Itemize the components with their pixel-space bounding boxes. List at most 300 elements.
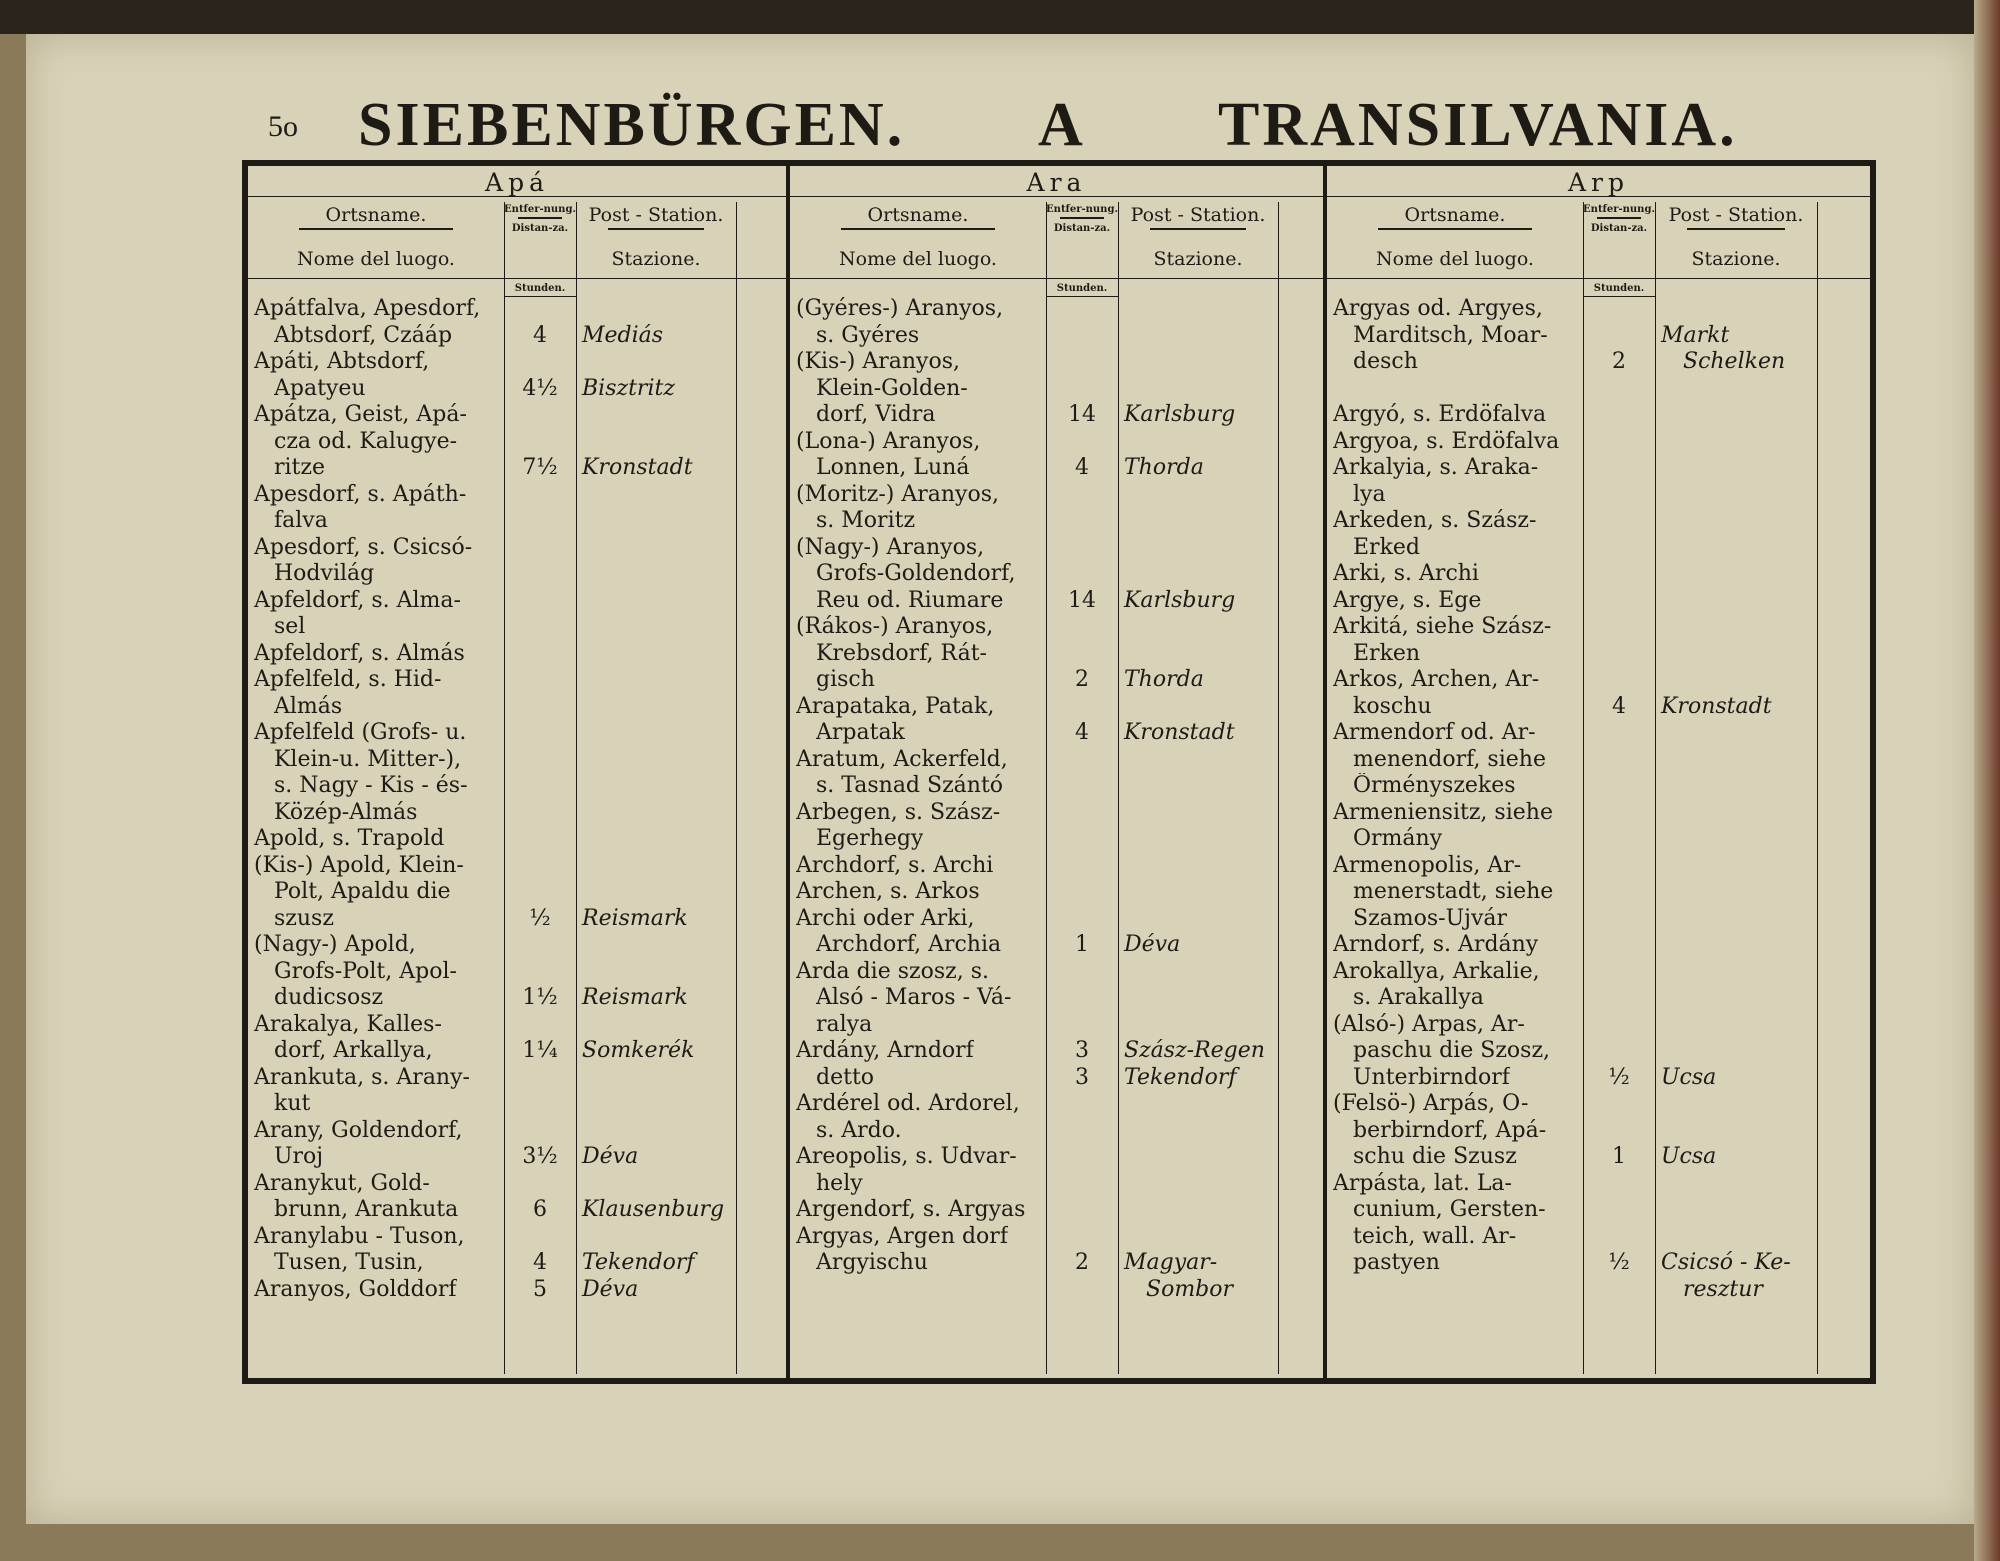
section-arp	[1323, 166, 1870, 1378]
place-name: Ardány, Arndorf	[796, 1038, 974, 1063]
table-row	[790, 959, 1323, 986]
table-row	[790, 535, 1323, 562]
place-name: Közép-Almás	[274, 799, 418, 825]
distance: 5	[533, 1276, 547, 1302]
place-name: Apold, s. Trapold	[254, 826, 445, 851]
table-row	[248, 853, 786, 880]
place-name: Unterbirndorf	[1353, 1064, 1510, 1090]
table-row	[248, 323, 786, 350]
table-row	[1327, 959, 1870, 986]
post-station: Markt	[1661, 322, 1730, 348]
place-name: (Moritz-) Aranyos,	[796, 481, 999, 507]
place-name: Lonnen, Luná	[816, 455, 970, 480]
table-row	[790, 826, 1323, 853]
table-row	[248, 826, 786, 853]
col-header-name	[1327, 202, 1583, 274]
place-name: detto	[816, 1064, 875, 1090]
table-row	[248, 1038, 786, 1065]
post-station: Thorda	[1124, 455, 1204, 480]
place-name: Alsó - Maros - Vá-	[816, 985, 1012, 1010]
table-row	[790, 694, 1323, 721]
place-name: menendorf, siehe	[1353, 746, 1546, 772]
col-header-post	[1655, 202, 1817, 274]
place-name: ralya	[816, 1011, 873, 1037]
place-name: Arany, Goldendorf,	[254, 1117, 463, 1143]
table-row	[790, 296, 1323, 323]
table-row	[790, 402, 1323, 429]
table-row	[1327, 773, 1870, 800]
place-name: Arpásta, lat. La-	[1333, 1170, 1512, 1196]
table-row	[790, 455, 1323, 482]
table-row	[790, 1144, 1323, 1171]
col-header-distance	[1046, 202, 1118, 274]
table-row	[248, 376, 786, 403]
post-station: Kronstadt	[582, 455, 693, 480]
place-name: Argyoa, s. Erdöfalva	[1333, 428, 1560, 454]
place-name: Klein-Golden-	[816, 375, 968, 401]
table-row	[248, 694, 786, 721]
post-station: Reismark	[582, 985, 688, 1010]
place-name: dorf, Arkallya,	[274, 1038, 433, 1063]
header-rule	[1150, 228, 1246, 230]
place-name: Arokallya, Arkalie,	[1333, 958, 1540, 984]
table-row	[1327, 800, 1870, 827]
place-name: Egerhegy	[816, 826, 924, 851]
place-name: Armenopolis, Ar-	[1333, 852, 1522, 878]
table-row	[248, 932, 786, 959]
section-heading: Arp	[1327, 170, 1870, 197]
table-row	[248, 588, 786, 615]
place-name: Arndorf, s. Ardány	[1333, 932, 1539, 957]
table-row	[1327, 694, 1870, 721]
distance: 14	[1068, 402, 1096, 427]
table-row	[790, 853, 1323, 880]
table-row	[248, 720, 786, 747]
table-row	[248, 402, 786, 429]
place-name: (Kis-) Aranyos,	[796, 349, 961, 374]
post-station: Karlsburg	[1124, 402, 1236, 427]
distance: 1¼	[522, 1038, 558, 1063]
distance: ½	[529, 905, 551, 931]
distance: 4	[1075, 455, 1089, 480]
col-header-distance-it: Distan-za.	[511, 223, 569, 234]
unit-label: Stunden.	[504, 282, 576, 297]
place-name: s. Moritz	[816, 508, 916, 533]
place-name: Archi oder Arki,	[796, 905, 975, 931]
place-name: lya	[1353, 481, 1386, 507]
table-row	[248, 1118, 786, 1145]
place-name: Apatyeu	[274, 375, 366, 401]
table-row	[248, 800, 786, 827]
table-row	[790, 800, 1323, 827]
post-station: Ucsa	[1661, 1064, 1717, 1090]
table-row	[790, 932, 1323, 959]
table-row	[1327, 1277, 1870, 1304]
header-bottom-rule	[248, 278, 786, 279]
table-row	[1327, 906, 1870, 933]
place-name: (Felsö-) Arpás, O-	[1333, 1091, 1529, 1116]
page-header	[268, 82, 1738, 162]
table-row	[248, 349, 786, 376]
col-header-distance	[1583, 202, 1655, 274]
table-row	[248, 1144, 786, 1171]
table-row	[790, 1038, 1323, 1065]
table-row	[1327, 1065, 1870, 1092]
place-name: Ormány	[1353, 826, 1443, 851]
table-row	[248, 959, 786, 986]
distance: 4	[533, 322, 547, 348]
place-name: Argyas od. Argyes,	[1333, 296, 1543, 321]
table-row	[1327, 667, 1870, 694]
scan-border-top	[0, 0, 2000, 34]
place-name: Apfeldorf, s. Alma-	[254, 587, 461, 613]
table-row	[248, 773, 786, 800]
place-name: Uroj	[274, 1144, 324, 1169]
table-row	[790, 1118, 1323, 1145]
post-station: resztur	[1683, 1276, 1763, 1302]
post-station: Somkerék	[582, 1038, 695, 1063]
col-header-name-it: Nome del luogo.	[297, 248, 455, 270]
place-name: Szamos-Ujvár	[1353, 905, 1508, 931]
place-name: Aranylabu - Tuson,	[254, 1223, 465, 1249]
post-station: Tekendorf	[582, 1250, 695, 1275]
table-row	[1327, 614, 1870, 641]
place-name: hely	[816, 1170, 863, 1196]
section-heading: Ara	[790, 170, 1323, 197]
distance: 1½	[522, 985, 558, 1010]
table-row	[790, 1250, 1323, 1277]
table-row	[1327, 985, 1870, 1012]
post-station: Sombor	[1146, 1276, 1234, 1302]
table-row	[790, 667, 1323, 694]
place-name: Archen, s. Arkos	[796, 879, 980, 904]
place-name: ritze	[274, 455, 326, 480]
col-header-distance-it: Distan-za.	[1053, 223, 1111, 234]
place-name: sel	[274, 614, 306, 639]
place-name: kut	[274, 1091, 311, 1116]
col-header-post-de: Post - Station.	[588, 204, 724, 226]
place-name: (Rákos-) Aranyos,	[796, 614, 994, 639]
table-row	[248, 641, 786, 668]
gazetteer-table	[242, 160, 1876, 1384]
header-rule	[608, 228, 704, 230]
table-row	[248, 747, 786, 774]
col-header-distance-de: Entfer-nung.	[504, 204, 576, 215]
table-row	[248, 508, 786, 535]
place-name: Arapataka, Patak,	[796, 693, 995, 719]
place-name: Aranykut, Gold-	[254, 1170, 430, 1196]
table-row	[790, 1224, 1323, 1251]
header-rule	[841, 228, 995, 230]
table-row	[1327, 720, 1870, 747]
title-letter: A	[1038, 91, 1086, 159]
table-row	[1327, 508, 1870, 535]
table-row	[790, 773, 1323, 800]
place-name: pastyen	[1353, 1250, 1440, 1275]
distance: 4	[1075, 720, 1089, 745]
distance: 4	[533, 1250, 547, 1275]
table-row	[248, 455, 786, 482]
table-row	[1327, 1224, 1870, 1251]
place-name: Örményszekes	[1353, 773, 1516, 798]
place-name: s. Gyéres	[816, 322, 920, 348]
table-row	[1327, 1091, 1870, 1118]
place-name: paschu die Szosz,	[1353, 1038, 1551, 1063]
table-row	[790, 1065, 1323, 1092]
post-station: Reismark	[582, 905, 688, 931]
table-row	[1327, 1038, 1870, 1065]
table-row	[1327, 1144, 1870, 1171]
table-row	[790, 614, 1323, 641]
table-row	[1327, 296, 1870, 323]
table-row	[1327, 482, 1870, 509]
col-header-post-de: Post - Station.	[1668, 204, 1804, 226]
table-row	[1327, 641, 1870, 668]
place-name: szusz	[274, 905, 334, 931]
distance: 1	[1075, 932, 1089, 957]
place-name: Polt, Apaldu die	[274, 879, 451, 904]
distance: 3	[1075, 1064, 1089, 1090]
table-row	[790, 349, 1323, 376]
place-name: Hodvilág	[274, 561, 375, 586]
place-name: (Gyéres-) Aranyos,	[796, 296, 1004, 321]
distance: 14	[1068, 587, 1096, 613]
place-name: menerstadt, siehe	[1353, 879, 1554, 904]
place-name: Apátfalva, Apesdorf,	[254, 296, 481, 321]
col-header-post	[576, 202, 736, 274]
distance: 2	[1075, 667, 1089, 692]
place-name: Archdorf, s. Archi	[796, 852, 994, 878]
col-header-post-it: Stazione.	[1153, 248, 1243, 270]
place-name: Argye, s. Ege	[1333, 587, 1482, 613]
place-name: cunium, Gersten-	[1353, 1197, 1546, 1222]
table-row	[790, 1091, 1323, 1118]
place-name: (Alsó-) Arpas, Ar-	[1333, 1011, 1525, 1037]
place-name: schu die Szusz	[1353, 1144, 1517, 1169]
table-row	[248, 1277, 786, 1304]
title-german: SIEBENBÜRGEN.	[358, 91, 906, 159]
table-row	[248, 296, 786, 323]
table-row	[1327, 402, 1870, 429]
place-name: Areopolis, s. Udvar-	[796, 1144, 1017, 1169]
post-station: Magyar-	[1124, 1250, 1218, 1275]
col-header-name-de: Ortsname.	[1404, 204, 1506, 226]
place-name: Grofs-Polt, Apol-	[274, 958, 457, 984]
distance: 2	[1612, 349, 1626, 374]
post-station: Karlsburg	[1124, 587, 1236, 613]
distance: ½	[1608, 1250, 1630, 1275]
col-header-post-de: Post - Station.	[1130, 204, 1266, 226]
place-name: Krebsdorf, Rát-	[816, 640, 987, 666]
place-name: Ardérel od. Ardorel,	[796, 1091, 1020, 1116]
table-row	[1327, 1118, 1870, 1145]
table-row	[248, 985, 786, 1012]
col-header-name-it: Nome del luogo.	[839, 248, 997, 270]
table-row	[1327, 349, 1870, 376]
place-name: berbirndorf, Apá-	[1353, 1117, 1547, 1143]
col-header-name	[248, 202, 504, 274]
place-name: Argendorf, s. Argyas	[796, 1197, 1026, 1222]
place-name: Apfelfeld, s. Hid-	[254, 667, 442, 692]
place-name: Abtsdorf, Czááp	[274, 322, 453, 348]
place-name: Armendorf od. Ar-	[1333, 720, 1536, 745]
distance: 3½	[522, 1144, 558, 1169]
place-name: Archdorf, Archia	[816, 932, 1002, 957]
place-name: Erken	[1353, 640, 1421, 666]
table-row	[248, 1250, 786, 1277]
post-station: Déva	[582, 1144, 639, 1169]
post-station: Thorda	[1124, 667, 1204, 692]
distance: 1	[1612, 1144, 1626, 1169]
place-name: (Nagy-) Apold,	[254, 932, 416, 957]
post-station: Mediás	[582, 322, 664, 348]
distance: 6	[533, 1197, 547, 1222]
distance: 3	[1075, 1038, 1089, 1063]
table-row	[248, 1197, 786, 1224]
place-name: Argyischu	[816, 1250, 928, 1275]
place-name: s. Arakallya	[1353, 985, 1484, 1010]
header-rule	[1687, 228, 1784, 230]
place-name: s. Tasnad Szántó	[816, 773, 1004, 798]
place-name: s. Nagy - Kis - és-	[274, 773, 468, 798]
col-header-distance-it: Distan-za.	[1590, 223, 1648, 234]
table-row	[1327, 853, 1870, 880]
table-row	[1327, 932, 1870, 959]
col-header-distance	[504, 202, 576, 274]
table-row	[790, 1171, 1323, 1198]
place-name: Arkeden, s. Szász-	[1333, 508, 1537, 533]
header-rule	[1060, 217, 1103, 219]
section-apa	[248, 166, 786, 1378]
table-row	[1327, 323, 1870, 350]
col-header-post	[1118, 202, 1278, 274]
section-ara	[786, 166, 1323, 1378]
distance: 4	[1612, 693, 1626, 719]
place-name: desch	[1353, 349, 1418, 374]
distance: 2	[1075, 1250, 1089, 1275]
distance: 7½	[522, 455, 558, 480]
post-station: Bisztritz	[582, 375, 675, 401]
post-station: Schelken	[1683, 349, 1786, 374]
title-italian: TRANSILVANIA.	[1218, 91, 1738, 159]
post-station: Kronstadt	[1661, 693, 1772, 719]
place-name: s. Ardo.	[816, 1117, 902, 1143]
table-row	[1327, 1012, 1870, 1039]
place-name: Arkitá, siehe Szász-	[1333, 614, 1552, 639]
place-name: Arakalya, Kalles-	[254, 1011, 442, 1037]
place-name: Almás	[274, 693, 343, 719]
table-row	[248, 1065, 786, 1092]
place-name: brunn, Arankuta	[274, 1197, 459, 1222]
table-row	[790, 482, 1323, 509]
table-row	[248, 1091, 786, 1118]
place-name: falva	[274, 508, 328, 533]
distance: ½	[1608, 1064, 1630, 1090]
place-name: Apátza, Geist, Apá-	[254, 402, 467, 427]
post-station: Ucsa	[1661, 1144, 1717, 1169]
header-rule	[299, 228, 453, 230]
header-bottom-rule	[790, 278, 1323, 279]
table-row	[1327, 535, 1870, 562]
table-row	[248, 429, 786, 456]
table-row	[248, 906, 786, 933]
table-row	[1327, 879, 1870, 906]
place-name: dudicsosz	[274, 985, 384, 1010]
page-number: 5o	[268, 110, 298, 143]
place-name: (Kis-) Apold, Klein-	[254, 852, 464, 878]
table-row	[1327, 747, 1870, 774]
post-station: Klausenburg	[582, 1197, 725, 1222]
place-name: Grofs-Goldendorf,	[816, 561, 1016, 586]
table-row	[248, 614, 786, 641]
col-header-post-it: Stazione.	[1691, 248, 1781, 270]
place-name: (Nagy-) Aranyos,	[796, 534, 985, 560]
header-rule	[518, 217, 561, 219]
place-name: Arkalyia, s. Araka-	[1333, 455, 1539, 480]
col-header-name	[790, 202, 1046, 274]
place-name: gisch	[816, 667, 875, 692]
post-station: Déva	[1124, 932, 1181, 957]
section-heading: Apá	[248, 170, 786, 197]
table-row	[1327, 561, 1870, 588]
table-row	[790, 720, 1323, 747]
table-row	[790, 641, 1323, 668]
unit-label: Stunden.	[1583, 282, 1655, 297]
col-header-name-it: Nome del luogo.	[1376, 248, 1534, 270]
place-name: Argyó, s. Erdöfalva	[1333, 402, 1547, 427]
col-header-name-de: Ortsname.	[867, 204, 969, 226]
place-name: Arbegen, s. Szász-	[796, 799, 1001, 825]
place-name: Apesdorf, s. Csicsó-	[254, 534, 473, 560]
table-row	[790, 1277, 1323, 1304]
place-name: Arda die szosz, s.	[796, 958, 990, 984]
table-row	[790, 1012, 1323, 1039]
table-row	[1327, 455, 1870, 482]
col-header-distance-de: Entfer-nung.	[1583, 204, 1655, 215]
table-row	[790, 508, 1323, 535]
place-name: koschu	[1353, 693, 1432, 719]
table-row	[248, 879, 786, 906]
place-name: Aratum, Ackerfeld,	[796, 746, 1008, 772]
place-name: Reu od. Riumare	[816, 587, 1004, 613]
col-header-distance-de: Entfer-nung.	[1046, 204, 1118, 215]
place-name: Apfelfeld (Grofs- u.	[254, 720, 467, 745]
place-name: Aranyos, Golddorf	[254, 1276, 457, 1302]
place-name: Apesdorf, s. Apáth-	[254, 481, 467, 507]
header-rule	[1597, 217, 1640, 219]
table-row	[790, 985, 1323, 1012]
post-station: Déva	[582, 1276, 639, 1302]
place-name: Arkos, Archen, Ar-	[1333, 667, 1540, 692]
table-row	[790, 879, 1323, 906]
place-name: Tusen, Tusin,	[274, 1250, 424, 1275]
table-row	[248, 1012, 786, 1039]
table-row	[1327, 376, 1870, 403]
col-header-name-de: Ortsname.	[325, 204, 427, 226]
table-row	[790, 376, 1323, 403]
table-row	[248, 1171, 786, 1198]
col-header-post-it: Stazione.	[611, 248, 701, 270]
place-name: Arki, s. Archi	[1333, 561, 1479, 586]
place-name: Klein-u. Mitter-),	[274, 746, 462, 772]
table-row	[790, 561, 1323, 588]
table-row	[790, 429, 1323, 456]
place-name: Apáti, Abtsdorf,	[254, 349, 430, 374]
place-name: Arankuta, s. Arany-	[254, 1064, 470, 1090]
post-station: Tekendorf	[1124, 1064, 1237, 1090]
place-name: teich, wall. Ar-	[1353, 1223, 1517, 1249]
place-name: cza od. Kalugye-	[274, 428, 458, 454]
